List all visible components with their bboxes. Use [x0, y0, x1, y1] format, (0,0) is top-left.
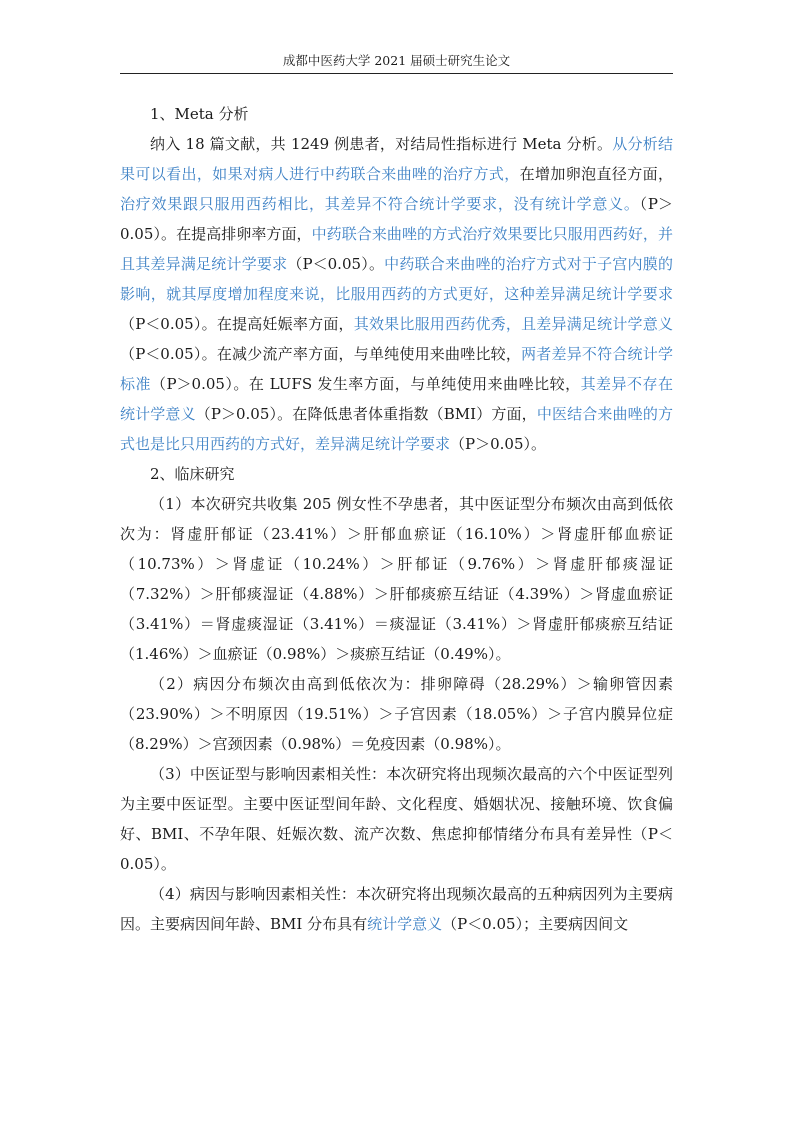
- highlighted-text: 治疗效果跟只服用西药相比，其差异不符合统计学要求，没有统计学意义。: [120, 195, 640, 213]
- header-rule: [120, 73, 673, 74]
- clinical-paragraph-2: （2）病因分布频次由高到低依次为：排卵障碍（28.29%）＞输卵管因素（23.90%）＞不明原因（19.51%）＞子宫因素（18.05%）＞子宫内膜异位症（8.29%）＞宫颈因素（0.98%）＝免疫因素（0.98%）。: [120, 675, 673, 753]
- text-run: （P＜0.05）。在提高妊娠率方面，: [120, 315, 354, 333]
- highlighted-text: 从分析结果可以看出，如果对病人进行中药联合来曲唑的治疗方式，: [120, 135, 674, 183]
- text-run: （P＞0.05）。在 LUFS 发生率方面，与单纯使用来曲唑比较，: [150, 375, 581, 393]
- text-run: （P＜0.05）。在减少流产率方面，与单纯使用来曲唑比较，: [120, 345, 522, 363]
- text-run: 纳入 18 篇文献，共 1249 例患者，对结局性指标进行 Meta 分析。: [150, 135, 613, 153]
- page-body: [120, 99, 673, 939]
- highlighted-text: 其效果比服用西药优秀，且差异满足统计学意义: [353, 315, 673, 333]
- clinical-paragraph-4: [120, 879, 673, 939]
- meta-paragraph: [120, 129, 673, 459]
- running-header: 成都中医药大学 2021 届硕士研究生论文: [282, 53, 511, 68]
- section-heading-clinical: 2、临床研究: [150, 465, 235, 483]
- highlighted-text: 其差异不存在统计学意义: [120, 375, 673, 423]
- text-run: （P＞0.05）。在提高排卵率方面，: [120, 195, 673, 243]
- clinical-paragraph-1: （1）本次研究共收集 205 例女性不孕患者，其中医证型分布频次由高到低依次为：肾虚肝郁证（23.41%）＞肝郁血瘀证（16.10%）＞肾虚肝郁血瘀证（10.73%）＞肾虚证（10.24%）＞肝郁证（9.76%）＞肾虚肝郁痰湿证（7.32%）＞肝郁痰湿证（4.88%）＞肝郁痰瘀互结证（4.39%）＞肾虚血瘀证（3.41%）＝肾虚痰湿证（3.41%）＝痰湿证（3.41%）＞肾虚肝郁痰瘀互结证（1.46%）＞血瘀证（0.98%）＞痰瘀互结证（0.49%）。: [120, 495, 673, 663]
- highlighted-text: 中医结合来曲唑的方式也是比只用西药的方式好，差异满足统计学要求: [120, 405, 673, 453]
- highlighted-text: 两者差异不符合统计学标准: [120, 345, 673, 393]
- highlighted-text: 统计学意义: [367, 915, 443, 933]
- highlighted-text: 中药联合来曲唑的治疗方式对于子宫内膜的影响，就其厚度增加程度来说，比服用西药的方式更好，这种差异满足统计学要求: [120, 255, 673, 303]
- text-run: （P＜0.05）。: [287, 255, 385, 273]
- text-run: （P＞0.05）。: [450, 435, 547, 453]
- clinical-paragraph-3: （3）中医证型与影响因素相关性：本次研究将出现频次最高的六个中医证型列为主要中医证型。主要中医证型间年龄、文化程度、婚姻状况、接触环境、饮食偏好、BMI、不孕年限、妊娠次数、流产次数、焦虑抑郁情绪分布具有差异性（P＜0.05）。: [120, 765, 673, 873]
- text-run: （P＞0.05）。在降低患者体重指数（BMI）方面，: [195, 405, 537, 423]
- highlighted-text: 中药联合来曲唑的方式治疗效果要比只服用西药好，并且其差异满足统计学要求: [120, 225, 673, 273]
- text-run: （4）病因与影响因素相关性：本次研究将出现频次最高的五种病因列为主要病因。主要病因间年龄、BMI 分布具有: [120, 885, 673, 933]
- text-run: 在增加卵泡直径方面，: [519, 165, 673, 183]
- text-run: （P＜0.05）；主要病因间文: [442, 915, 629, 933]
- section-heading-meta: 1、Meta 分析: [150, 105, 249, 123]
